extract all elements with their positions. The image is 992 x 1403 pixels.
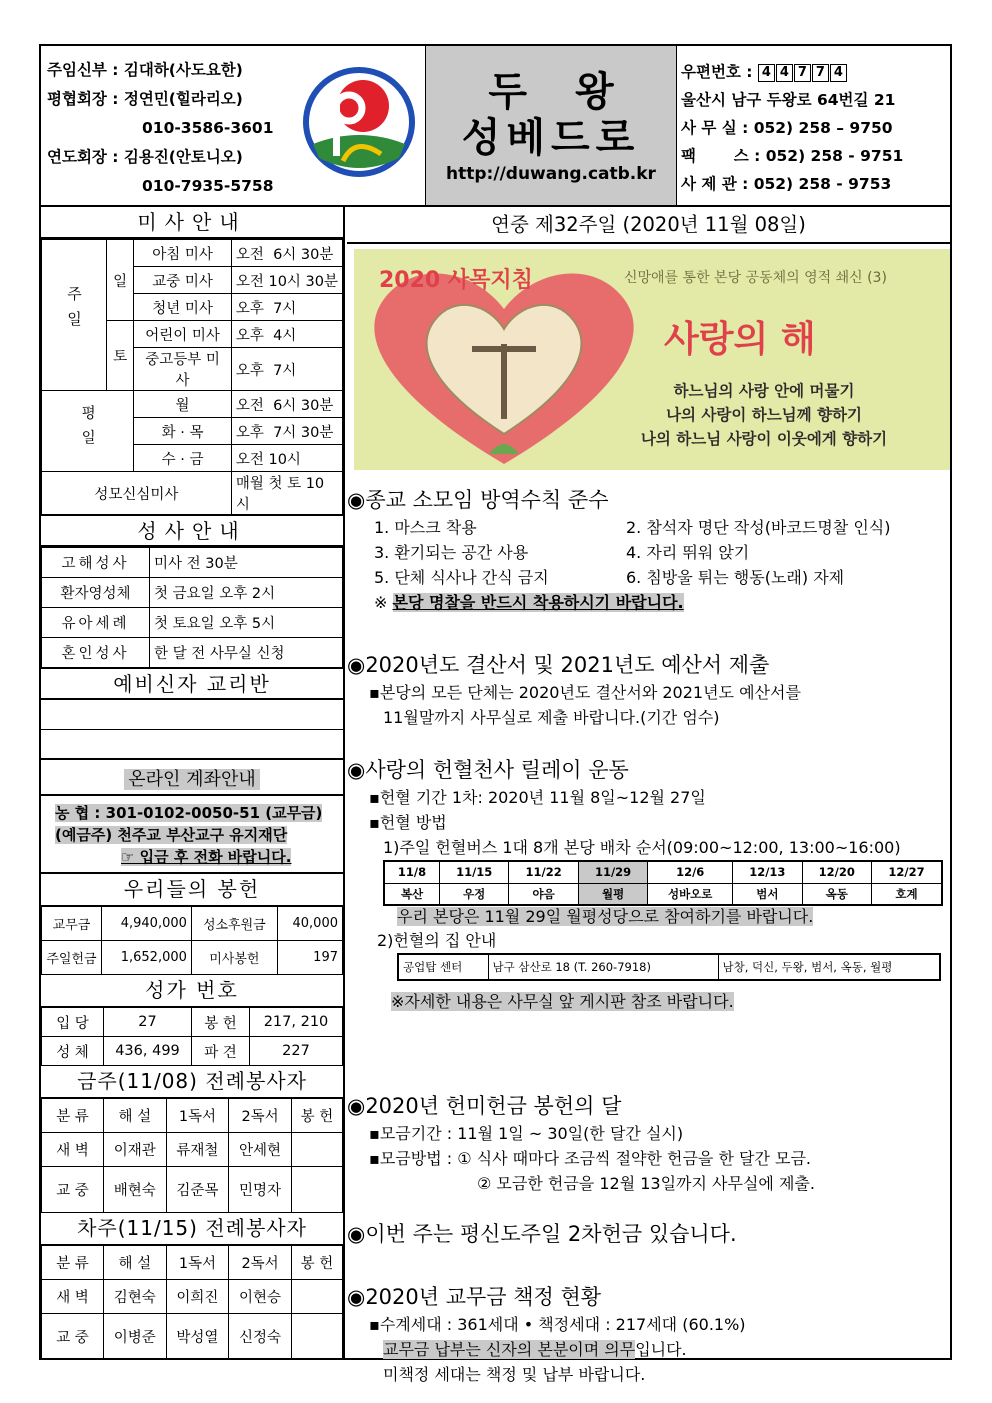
mass-table: [41, 239, 343, 515]
schedule-date: 12/6: [648, 861, 733, 883]
offering-label: 교무금: [42, 907, 102, 941]
pastor-name: 주임신부 : 김대하(사도요한): [47, 61, 243, 79]
notice-row: [347, 989, 950, 1014]
servers-cell: 이병준: [104, 1314, 167, 1360]
notice-title: ◉2020년도 결산서 및 2021년도 예산서 제출: [347, 653, 770, 677]
notice-title: ◉종교 소모임 방역수칙 준수: [347, 488, 609, 512]
zip-boxes: [758, 64, 848, 82]
bus-schedule-table: [383, 860, 943, 906]
zip-digit: 7: [812, 64, 829, 82]
servers-cell: [291, 1167, 342, 1213]
notice-text: 입니다.: [635, 1340, 687, 1359]
sacrament-value: 미사 전 30분: [150, 548, 343, 578]
fax-number: 팩 스 : 052) 258 - 9751: [681, 147, 904, 165]
rectory-phone: 사 제 관 : 052) 258 - 9753: [681, 175, 892, 193]
notice-row: [347, 590, 950, 615]
notice-line: 1)주일 헌혈버스 1대 8개 본당 배차 순서(09:00~12:00, 13:00~16:00): [383, 838, 901, 857]
special-mass-time: 매월 첫 토 10시: [231, 472, 342, 515]
notice-tithe: [347, 1282, 950, 1387]
contact-block: [47, 56, 274, 201]
notice-title: ◉이번 주는 평신도주일 2차헌금 있습니다.: [347, 1222, 737, 1246]
offering-value: 1,652,000: [102, 941, 192, 975]
mass-time: 오후 4시: [231, 321, 342, 348]
notice-line: 미책정 세대는 책정 및 납부 바랍니다.: [383, 1365, 646, 1384]
hymn-value: 436, 499: [104, 1037, 192, 1066]
schedule-parish: 옥동: [802, 883, 871, 905]
schedule-date: 11/22: [509, 861, 578, 883]
banner-subtitle: 신망애를 통한 본당 공동체의 영적 쇄신 (3): [624, 270, 887, 286]
schedule-date: 11/8: [384, 861, 439, 883]
youth-phone: 010-7935-5758: [142, 177, 274, 195]
servers-cell: 이재관: [104, 1133, 167, 1167]
servers-cell: 민명자: [229, 1167, 292, 1213]
note-prefix: ※: [374, 593, 388, 612]
parish-title-box: [425, 46, 677, 205]
servers-this-title: 금주(11/08) 전례봉사자: [41, 1066, 343, 1098]
notice-line: ▪모금기간 : 11월 1일 ~ 30일(한 달간 실시): [369, 1124, 684, 1143]
mass-name: 월: [134, 391, 232, 418]
sacrament-name: 혼인성사: [42, 638, 150, 668]
sun-label: 일: [107, 240, 134, 321]
offering-value: 197: [277, 941, 342, 975]
rule-item: 3. 환기되는 공간 사용: [374, 543, 529, 562]
schedule-parish: 월평: [578, 883, 647, 905]
hymn-value: 27: [104, 1008, 192, 1037]
servers-cell: 이현승: [229, 1280, 292, 1314]
notice-second-collection: [347, 1219, 950, 1249]
servers-cell: 류재철: [166, 1133, 229, 1167]
mass-name: 중고등부 미사: [134, 348, 232, 391]
offering-table: [41, 906, 343, 975]
sacrament-name: 고해성사: [42, 548, 150, 578]
mass-time: 오전 6시 30분: [231, 240, 342, 267]
banner-theme: 사랑의 해: [664, 319, 816, 360]
servers-cell: 안세현: [229, 1133, 292, 1167]
parish-title-line1: 두왕: [488, 69, 662, 115]
pastoral-banner: [354, 249, 950, 470]
servers-header: 분 류: [42, 1246, 104, 1280]
special-mass-name: 성모신심미사: [42, 472, 232, 515]
schedule-parish: 성바오로: [648, 883, 733, 905]
hymn-value: 227: [250, 1037, 343, 1066]
servers-cell: 새 벽: [42, 1280, 104, 1314]
left-column: [41, 207, 345, 1360]
notice-quarantine: [347, 485, 950, 615]
servers-cell: 새 벽: [42, 1133, 104, 1167]
banner-line: 하느님의 사랑 안에 머물기: [673, 382, 855, 400]
offering-title: 우리들의 봉헌: [41, 874, 343, 906]
notice-line: ▪모금방법 : ① 식사 때마다 조금씩 절약한 헌금을 한 달간 모금.: [369, 1149, 812, 1168]
mass-time: 오전 6시 30분: [231, 391, 342, 418]
zip-digit: 4: [830, 64, 847, 82]
notice-note: ※자세한 내용은 사무실 앞 게시판 참조 바랍니다.: [391, 992, 734, 1011]
banner-line: 나의 사랑이 하느님께 향하기: [666, 406, 862, 424]
sunday-label: 주일: [42, 240, 107, 391]
hymn-table: [41, 1007, 343, 1066]
sacrament-title: 성사안내: [41, 515, 343, 547]
schedule-parish: 야음: [509, 883, 578, 905]
banner-lines: [594, 379, 934, 451]
notice-title: ◉사랑의 헌혈천사 릴레이 운동: [347, 758, 629, 782]
offering-label: 성소후원금: [191, 907, 277, 941]
schedule-parish: 호계: [872, 883, 942, 905]
mass-time: 오후 7시: [231, 294, 342, 321]
notice-line: ▪수계세대 : 361세대 • 책정세대 : 217세대 (60.1%): [369, 1315, 746, 1334]
parish-url[interactable]: http://duwang.catb.kr: [446, 164, 656, 184]
zip-digit: 7: [794, 64, 811, 82]
hymn-label: 입 당: [42, 1008, 104, 1037]
weekday-label: 평일: [42, 391, 134, 472]
hymn-title: 성가 번호: [41, 975, 343, 1007]
sacrament-value: 첫 금요일 오후 2시: [150, 578, 343, 608]
mass-title: 미사안내: [41, 207, 343, 239]
schedule-date: 12/20: [802, 861, 871, 883]
hymn-label: 성 체: [42, 1037, 104, 1066]
bank-account[interactable]: 농 협 : 301-0102-0050-51 (교무금): [55, 804, 323, 822]
sacrament-value: 한 달 전 사무실 신청: [150, 638, 343, 668]
servers-header: 분 류: [42, 1099, 104, 1133]
sat-label: 토: [107, 321, 134, 391]
servers-cell: 박성열: [166, 1314, 229, 1360]
catechumen-title: 예비신자 교리반: [41, 668, 343, 700]
mass-time: 오전 10시 30분: [231, 267, 342, 294]
notice-line: ▪헌혈 방법: [369, 813, 447, 832]
address-block: [681, 58, 903, 198]
rule-item: 2. 참석자 명단 작성(바코드명찰 인식): [626, 518, 891, 537]
mass-name: 수 · 금: [134, 445, 232, 472]
servers-header: 해 설: [104, 1099, 167, 1133]
servers-this-table: [41, 1098, 343, 1213]
servers-next-table: [41, 1245, 343, 1360]
notice-row: [347, 1337, 950, 1362]
servers-header: 2독서: [229, 1246, 292, 1280]
right-column: [347, 207, 950, 1384]
schedule-date: 12/27: [872, 861, 942, 883]
notice-blood-donation: [347, 755, 950, 1014]
house-cell: 남창, 덕신, 두왕, 범서, 옥동, 월평: [718, 954, 940, 980]
mass-name: 화 · 목: [134, 418, 232, 445]
catechumen-row: [41, 730, 343, 760]
schedule-parish: 우정: [439, 883, 508, 905]
notice-row: [347, 906, 950, 928]
catechumen-row: [41, 700, 343, 730]
zip-label: 우편번호 :: [681, 63, 753, 81]
zip-row: [681, 58, 903, 86]
servers-cell: [291, 1133, 342, 1167]
bulletin-page: [39, 44, 952, 1384]
servers-header: 1독서: [166, 1246, 229, 1280]
offering-value: 4,940,000: [102, 907, 192, 941]
rule-item: 5. 단체 식사나 간식 금지: [374, 568, 549, 587]
office-phone: 사 무 실 : 052) 258 – 9750: [681, 119, 893, 137]
schedule-date: 11/15: [439, 861, 508, 883]
account-holder: (예금주) 천주교 부산교구 유지재단: [55, 826, 288, 844]
parish-title-line2: 성베드로: [461, 115, 641, 161]
schedule-date: 12/13: [733, 861, 802, 883]
notice-title: ◉2020년 교무금 책정 현황: [347, 1285, 602, 1309]
offering-label: 미사봉헌: [191, 941, 277, 975]
servers-cell: [291, 1280, 342, 1314]
notice-note: 본당 명찰을 반드시 착용하시기 바랍니다.: [392, 593, 684, 612]
servers-header: 2독서: [229, 1099, 292, 1133]
blood-house-table: [397, 953, 941, 981]
notice-row: [347, 565, 950, 590]
notice-rice-offering: [347, 1091, 950, 1196]
sacrament-name: 환자영성체: [42, 578, 150, 608]
notice-row: [347, 540, 950, 565]
bulletin-header: [41, 46, 950, 207]
notice-line: ▪본당의 모든 단체는 2020년도 결산서와 2021년도 예산서를: [369, 683, 801, 702]
account-info: [41, 796, 343, 874]
notice-line: 2)헌혈의 집 안내: [377, 931, 497, 950]
notice-highlight: 교무금 납부는 신자의 본분이며 의무: [383, 1340, 636, 1359]
servers-header: 봉 헌: [291, 1099, 342, 1133]
address: 울산시 남구 두왕로 64번길 21: [681, 91, 896, 109]
servers-cell: 김현숙: [104, 1280, 167, 1314]
mass-time: 오전 10시: [231, 445, 342, 472]
notice-budget: [347, 650, 950, 730]
mass-name: 어린이 미사: [134, 321, 232, 348]
sacrament-value: 첫 토요일 오후 5시: [150, 608, 343, 638]
youth-president: 연도회장 : 김용진(안토니오): [47, 148, 243, 166]
notice-note: 우리 본당은 11월 29일 월평성당으로 참여하기를 바랍니다.: [397, 907, 814, 926]
rule-item: 1. 마스크 착용: [374, 518, 477, 537]
notice-line: ② 모금한 헌금을 12월 13일까지 사무실에 제출.: [477, 1174, 815, 1193]
parish-logo: [303, 66, 415, 178]
sacrament-name: 유아세례: [42, 608, 150, 638]
account-header: [41, 760, 343, 796]
banner-year: 2020 사목지침: [379, 268, 533, 293]
hymn-label: 파 견: [192, 1037, 250, 1066]
council-phone: 010-3586-3601: [142, 119, 274, 137]
servers-header: 봉 헌: [291, 1246, 342, 1280]
rule-item: 6. 침방울 튀는 행동(노래) 자제: [626, 568, 845, 587]
notice-row: [347, 515, 950, 540]
mass-name: 아침 미사: [134, 240, 232, 267]
servers-header: 1독서: [166, 1099, 229, 1133]
servers-next-title: 차주(11/15) 전례봉사자: [41, 1213, 343, 1245]
mass-name: 청년 미사: [134, 294, 232, 321]
servers-cell: 신정숙: [229, 1314, 292, 1360]
notice-line: 11월말까지 사무실로 제출 바랍니다.(기간 엄수): [383, 708, 720, 727]
schedule-parish: 범서: [733, 883, 802, 905]
account-note: ☞ 입금 후 전화 바랍니다.: [121, 848, 292, 866]
servers-cell: 교 중: [42, 1314, 104, 1360]
rule-item: 4. 자리 뛰워 앉기: [626, 543, 750, 562]
hymn-label: 봉 헌: [192, 1008, 250, 1037]
servers-cell: 교 중: [42, 1167, 104, 1213]
council-president: 평협회장 : 정연민(힐라리오): [47, 90, 243, 108]
servers-header: 해 설: [104, 1246, 167, 1280]
house-cell: 남구 삼산로 18 (T. 260-7918): [488, 954, 718, 980]
notice-title: ◉2020년 헌미헌금 봉헌의 달: [347, 1094, 622, 1118]
zip-digit: 4: [758, 64, 775, 82]
servers-cell: 배현숙: [104, 1167, 167, 1213]
account-title: 온라인 계좌안내: [124, 769, 259, 790]
house-cell: 공업탑 센터: [398, 954, 488, 980]
week-title: 연중 제32주일 (2020년 11월 08일): [347, 207, 950, 244]
servers-cell: 이희진: [166, 1280, 229, 1314]
servers-cell: [291, 1314, 342, 1360]
offering-label: 주일헌금: [42, 941, 102, 975]
mass-name: 교중 미사: [134, 267, 232, 294]
zip-digit: 4: [776, 64, 793, 82]
offering-value: 40,000: [277, 907, 342, 941]
banner-line: 나의 하느님 사랑이 이웃에게 향하기: [640, 430, 888, 448]
sacrament-table: [41, 547, 343, 668]
schedule-date: 11/29: [578, 861, 647, 883]
mass-time: 오후 7시: [231, 348, 342, 391]
schedule-parish: 복산: [384, 883, 439, 905]
mass-time: 오후 7시 30분: [231, 418, 342, 445]
notice-line: ▪헌혈 기간 1차: 2020년 11월 8일~12월 27일: [369, 788, 706, 807]
hymn-value: 217, 210: [250, 1008, 343, 1037]
servers-cell: 김준목: [166, 1167, 229, 1213]
